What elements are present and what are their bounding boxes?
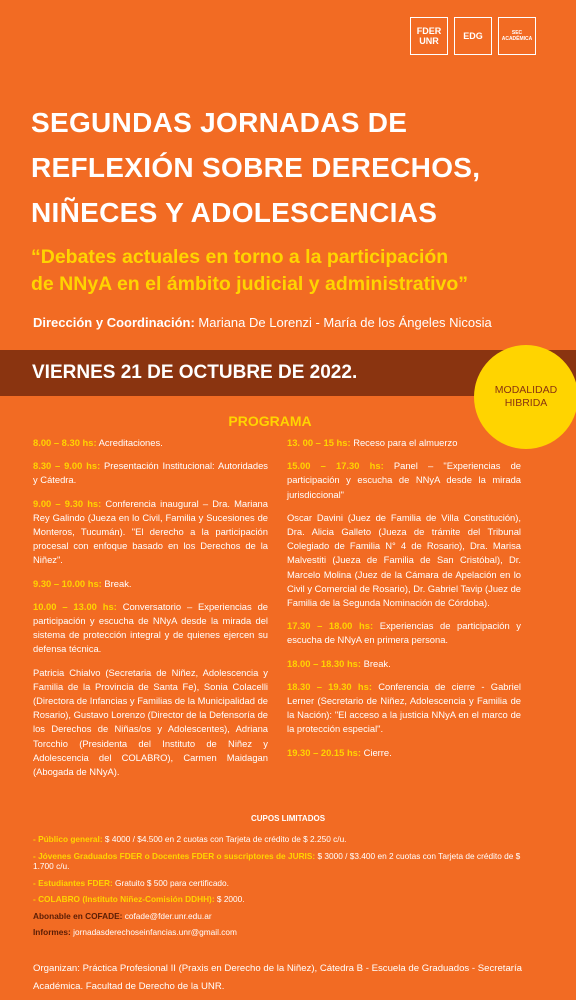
organizers: Organizan: Práctica Profesional II (Praxis en Derecho de la Niñez), Cátedra B - Escuela de Graduados - Secretaría Académica. Facultad de Derecho de la UNR.	[33, 963, 522, 992]
title-line-3: NIÑECES Y ADOLESCENCIAS	[31, 197, 438, 228]
program-text: Conferencia inaugural – Dra. Mariana Rey Galindo (Jueza en lo Civil, Familia y Sucesiones de Monteros, Tucumán). "El derecho a la participación procesal con enfoque basado en los Derechos de la Niñez".	[33, 497, 268, 566]
program-text: Cierre.	[361, 746, 392, 758]
program-time: 15.00 – 17.30 hs:	[287, 460, 384, 472]
program-time: 19.30 – 20.15 hs:	[287, 746, 362, 758]
payment-label: Abonable en COFADE:	[33, 910, 123, 921]
fder-logo-text: FDER	[416, 26, 442, 36]
program-time: 17.30 – 18.00 hs:	[287, 620, 374, 632]
program-time: 8.30 – 9.00 hs:	[33, 460, 101, 472]
pricing-text: $ 2000.	[214, 894, 245, 904]
unr-logo-text: UNR	[419, 36, 439, 46]
programa-heading: PROGRAMA	[228, 413, 312, 429]
program-column-right	[287, 436, 521, 769]
program-item	[287, 680, 521, 737]
pricing-list	[33, 834, 533, 944]
pricing-row	[33, 834, 533, 845]
payment-email: cofade@fder.unr.edu.ar	[122, 910, 212, 921]
badge-line-1: MODALIDAD	[494, 384, 558, 396]
program-item	[33, 436, 268, 450]
program-item	[33, 600, 268, 657]
program-time: 9.30 – 10.00 hs:	[33, 577, 102, 589]
program-text: Break.	[101, 577, 132, 589]
program-text: Receso para el almuerzo	[350, 437, 458, 448]
program-text: Patricia Chialvo (Secretaria de Niñez, Adolescencia y Familia de la Provincia de Santa Fe), Sonia Colacelli (Directora de Infancias y Familias de la Municipalidad de Rosario), Gustavo Lorenzo (Director de la Defensoría de los Derechos de Niñas/os y Adolescentes), Adriana Torcchio (Presidenta del Instituto de Niñez y Adolescencia del COLABRO), Carmen Maidagan (Abogada de NNyA).	[33, 666, 269, 778]
program-item	[287, 459, 521, 502]
badge-line-2: HIBRIDA	[504, 397, 548, 409]
subtitle-line-2: de NNyA en el ámbito judicial y administrativo”	[31, 273, 469, 295]
pricing-row	[33, 851, 533, 872]
title-line-1: SEGUNDAS JORNADAS DE	[31, 107, 408, 138]
pricing-row	[33, 894, 533, 905]
program-time: 8.00 – 8.30 hs:	[33, 437, 97, 448]
subtitle	[31, 244, 561, 298]
edg-logo-text: EDG	[463, 31, 483, 41]
pricing-label: - Público general:	[33, 834, 103, 844]
program-text: Presentación Institucional: Autoridades y Cátedra.	[33, 460, 268, 486]
info-label: Informes:	[33, 927, 71, 937]
program-item	[33, 459, 268, 487]
pricing-label: - Estudiantes FDER:	[33, 877, 113, 888]
direction-names: Mariana De Lorenzi - María de los Ángeles Nicosia	[194, 315, 492, 330]
modality-badge	[474, 345, 576, 449]
program-time: 18.30 – 19.30 hs:	[287, 680, 372, 692]
pricing-label: - COLABRO (Instituto Niñez-Comisión DDHH):	[33, 894, 215, 904]
program-text: Oscar Davini (Juez de Familia de Villa Constitución), Dra. Alicia Galleto (Jueza de trámite del Tribunal Colegiado de Familia N° 4 de Rosario), Dra. Marisa Malvestiti (Jueza de Familia de San Cristóbal), Dr. Marcelo Molina (Juez de la Cámara de Apelación en lo Civil y Comercial de Rosario), Dr. Gabriel Tavip (Juez de Familia de la Segunda Nominación de Córdoba).	[287, 511, 521, 609]
info-row	[33, 927, 533, 938]
page-title	[31, 100, 551, 235]
program-text: Panel – "Experiencias de participación y escucha de NNyA desde la mirada jurisdiccional"	[287, 460, 521, 500]
program-text: Conversatorio – Experiencias de participación y escucha de NNyA desde la mirada del sistema de protección integral y de quienes ejercen su defensa técnica.	[33, 600, 269, 655]
edg-logo	[454, 17, 492, 55]
sec-academica-logo	[498, 17, 536, 55]
program-time: 13. 00 – 15 hs:	[287, 437, 351, 448]
program-item	[33, 497, 268, 568]
pricing-text: Gratuito $ 500 para certificado.	[112, 877, 229, 888]
logo-group	[410, 17, 536, 55]
program-text: Break.	[361, 657, 391, 669]
program-item	[33, 666, 268, 780]
fder-unr-logo	[410, 17, 448, 55]
program-item	[287, 657, 521, 671]
pricing-text: $ 3000 / $3.400 en 2 cuotas con Tarjeta de crédito de $ 1.700 c/u.	[33, 850, 521, 871]
event-date: VIERNES 21 DE OCTUBRE DE 2022.	[32, 362, 358, 383]
subtitle-line-1: “Debates actuales en torno a la participación	[31, 246, 449, 268]
direction-label: Dirección y Coordinación:	[33, 315, 195, 330]
program-item	[33, 577, 268, 591]
program-text: Acreditaciones.	[96, 437, 163, 448]
pricing-row	[33, 878, 533, 889]
academica-logo-text: ACADÉMICA	[501, 36, 533, 42]
program-text: Experiencias de participación y escucha de NNyA en primera persona.	[287, 620, 521, 646]
program-item	[287, 619, 521, 647]
pricing-text: $ 4000 / $4.500 en 2 cuotas con Tarjeta de crédito de $ 2.250 c/u.	[102, 834, 347, 844]
payment-row	[33, 911, 533, 922]
program-time: 9.00 – 9.30 hs:	[33, 497, 102, 509]
sec-logo-text: SEC	[511, 30, 523, 36]
program-time: 18.00 – 18.30 hs:	[287, 657, 362, 669]
direction-line	[33, 315, 492, 330]
program-item	[287, 511, 521, 610]
title-line-2: REFLEXIÓN SOBRE DERECHOS,	[31, 152, 481, 183]
info-email: jornadasderechoseinfancias.unr@gmail.com	[70, 927, 237, 937]
pricing-label: - Jóvenes Graduados FDER o Docentes FDER o suscriptores de JURIS:	[33, 850, 316, 861]
program-item	[287, 436, 521, 450]
program-column-left	[33, 436, 268, 788]
cupos-heading: CUPOS LIMITADOS	[250, 814, 326, 823]
program-text: Conferencia de cierre - Gabriel Lerner (Secretario de Niñez, Adolescencia y Familia de la Nación): "El acceso a la justicia NNyA en el marco de la protección especial".	[287, 680, 521, 735]
program-item	[287, 746, 521, 760]
program-time: 10.00 – 13.00 hs:	[33, 600, 117, 612]
